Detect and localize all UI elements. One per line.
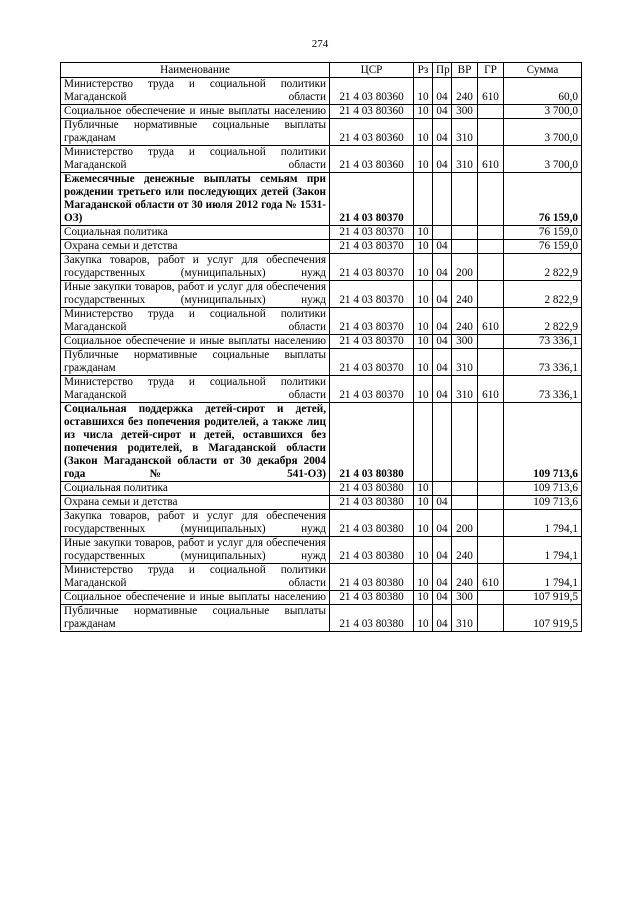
cell-pr: 04 bbox=[433, 146, 452, 173]
header-sum: Сумма bbox=[504, 63, 582, 78]
header-pr: Пр bbox=[433, 63, 452, 78]
cell-pr bbox=[433, 226, 452, 240]
cell-gr bbox=[478, 173, 504, 226]
cell-rz bbox=[414, 173, 433, 226]
cell-vr: 310 bbox=[452, 376, 478, 403]
cell-name: Социальное обеспечение и иные выплаты населению bbox=[61, 105, 330, 119]
cell-vr: 310 bbox=[452, 349, 478, 376]
header-vr: ВР bbox=[452, 63, 478, 78]
table-row bbox=[61, 510, 582, 537]
cell-rz: 10 bbox=[414, 335, 433, 349]
cell-sum: 3 700,0 bbox=[504, 119, 582, 146]
cell-gr bbox=[478, 226, 504, 240]
cell-sum: 60,0 bbox=[504, 78, 582, 105]
cell-name: Министерство труда и социальной политики Магаданской области bbox=[61, 376, 330, 403]
budget-table bbox=[60, 62, 582, 632]
cell-csr: 21 4 03 80380 bbox=[330, 403, 414, 482]
cell-vr: 310 bbox=[452, 146, 478, 173]
cell-csr: 21 4 03 80380 bbox=[330, 510, 414, 537]
cell-pr: 04 bbox=[433, 376, 452, 403]
cell-pr: 04 bbox=[433, 105, 452, 119]
cell-csr: 21 4 03 80380 bbox=[330, 564, 414, 591]
cell-vr: 300 bbox=[452, 105, 478, 119]
cell-pr bbox=[433, 482, 452, 496]
cell-name: Охрана семьи и детства bbox=[61, 240, 330, 254]
cell-sum: 76 159,0 bbox=[504, 173, 582, 226]
cell-vr: 300 bbox=[452, 335, 478, 349]
cell-sum: 1 794,1 bbox=[504, 564, 582, 591]
cell-csr: 21 4 03 80360 bbox=[330, 119, 414, 146]
cell-sum: 107 919,5 bbox=[504, 591, 582, 605]
cell-csr: 21 4 03 80370 bbox=[330, 308, 414, 335]
cell-sum: 76 159,0 bbox=[504, 240, 582, 254]
cell-gr bbox=[478, 591, 504, 605]
cell-rz: 10 bbox=[414, 226, 433, 240]
cell-pr bbox=[433, 173, 452, 226]
cell-rz: 10 bbox=[414, 564, 433, 591]
cell-name: Социальная политика bbox=[61, 482, 330, 496]
cell-csr: 21 4 03 80370 bbox=[330, 226, 414, 240]
header-rz: Рз bbox=[414, 63, 433, 78]
cell-pr: 04 bbox=[433, 496, 452, 510]
cell-vr: 240 bbox=[452, 78, 478, 105]
cell-vr: 200 bbox=[452, 510, 478, 537]
cell-pr: 04 bbox=[433, 240, 452, 254]
cell-vr bbox=[452, 240, 478, 254]
cell-csr: 21 4 03 80370 bbox=[330, 240, 414, 254]
cell-name: Министерство труда и социальной политики Магаданской области bbox=[61, 308, 330, 335]
table-row bbox=[61, 564, 582, 591]
cell-gr bbox=[478, 335, 504, 349]
cell-name: Социальное обеспечение и иные выплаты населению bbox=[61, 335, 330, 349]
cell-sum: 109 713,6 bbox=[504, 403, 582, 482]
cell-csr: 21 4 03 80380 bbox=[330, 537, 414, 564]
cell-pr: 04 bbox=[433, 605, 452, 632]
cell-sum: 109 713,6 bbox=[504, 482, 582, 496]
cell-sum: 1 794,1 bbox=[504, 537, 582, 564]
cell-rz: 10 bbox=[414, 254, 433, 281]
cell-rz: 10 bbox=[414, 605, 433, 632]
cell-rz: 10 bbox=[414, 105, 433, 119]
cell-name: Социальная политика bbox=[61, 226, 330, 240]
cell-name: Иные закупки товаров, работ и услуг для обеспечения государственных (муниципальных) нужд bbox=[61, 281, 330, 308]
cell-gr bbox=[478, 482, 504, 496]
table-row bbox=[61, 349, 582, 376]
cell-sum: 1 794,1 bbox=[504, 510, 582, 537]
cell-rz: 10 bbox=[414, 308, 433, 335]
cell-csr: 21 4 03 80370 bbox=[330, 335, 414, 349]
cell-pr: 04 bbox=[433, 308, 452, 335]
cell-pr: 04 bbox=[433, 564, 452, 591]
cell-csr: 21 4 03 80380 bbox=[330, 605, 414, 632]
cell-rz: 10 bbox=[414, 376, 433, 403]
cell-name: Закупка товаров, работ и услуг для обеспечения государственных (муниципальных) нужд bbox=[61, 254, 330, 281]
cell-rz: 10 bbox=[414, 240, 433, 254]
cell-sum: 2 822,9 bbox=[504, 281, 582, 308]
cell-rz: 10 bbox=[414, 537, 433, 564]
table-row bbox=[61, 482, 582, 496]
cell-gr: 610 bbox=[478, 376, 504, 403]
table-row bbox=[61, 335, 582, 349]
cell-vr bbox=[452, 496, 478, 510]
cell-sum: 73 336,1 bbox=[504, 376, 582, 403]
page-number: 274 bbox=[311, 38, 329, 50]
cell-gr bbox=[478, 240, 504, 254]
cell-rz: 10 bbox=[414, 281, 433, 308]
cell-name: Публичные нормативные социальные выплаты гражданам bbox=[61, 349, 330, 376]
cell-rz: 10 bbox=[414, 119, 433, 146]
cell-name: Министерство труда и социальной политики Магаданской области bbox=[61, 78, 330, 105]
cell-sum: 2 822,9 bbox=[504, 254, 582, 281]
cell-name: Публичные нормативные социальные выплаты гражданам bbox=[61, 605, 330, 632]
cell-gr: 610 bbox=[478, 146, 504, 173]
cell-vr: 310 bbox=[452, 605, 478, 632]
cell-name: Министерство труда и социальной политики Магаданской области bbox=[61, 564, 330, 591]
cell-rz: 10 bbox=[414, 496, 433, 510]
cell-vr: 240 bbox=[452, 537, 478, 564]
cell-pr: 04 bbox=[433, 510, 452, 537]
cell-gr: 610 bbox=[478, 564, 504, 591]
cell-csr: 21 4 03 80370 bbox=[330, 254, 414, 281]
cell-vr bbox=[452, 403, 478, 482]
cell-pr: 04 bbox=[433, 78, 452, 105]
cell-sum: 109 713,6 bbox=[504, 496, 582, 510]
cell-vr: 240 bbox=[452, 564, 478, 591]
cell-rz: 10 bbox=[414, 349, 433, 376]
cell-vr bbox=[452, 482, 478, 496]
cell-rz bbox=[414, 403, 433, 482]
cell-gr bbox=[478, 496, 504, 510]
cell-sum: 73 336,1 bbox=[504, 349, 582, 376]
cell-name: Иные закупки товаров, работ и услуг для обеспечения государственных (муниципальных) нужд bbox=[61, 537, 330, 564]
header-name: Наименование bbox=[61, 63, 330, 78]
cell-csr: 21 4 03 80380 bbox=[330, 591, 414, 605]
cell-pr: 04 bbox=[433, 349, 452, 376]
cell-vr: 300 bbox=[452, 591, 478, 605]
cell-name: Закупка товаров, работ и услуг для обеспечения государственных (муниципальных) нужд bbox=[61, 510, 330, 537]
cell-sum: 3 700,0 bbox=[504, 105, 582, 119]
table-row bbox=[61, 78, 582, 105]
table-row bbox=[61, 496, 582, 510]
cell-gr: 610 bbox=[478, 78, 504, 105]
cell-vr: 310 bbox=[452, 119, 478, 146]
table-row bbox=[61, 281, 582, 308]
cell-pr: 04 bbox=[433, 591, 452, 605]
cell-vr bbox=[452, 226, 478, 240]
table-header-row bbox=[61, 63, 582, 78]
table-row bbox=[61, 105, 582, 119]
cell-gr bbox=[478, 510, 504, 537]
header-csr: ЦСР bbox=[330, 63, 414, 78]
cell-csr: 21 4 03 80380 bbox=[330, 496, 414, 510]
table-row bbox=[61, 226, 582, 240]
table-row bbox=[61, 254, 582, 281]
cell-gr bbox=[478, 281, 504, 308]
cell-name: Социальная поддержка детей-сирот и детей, оставшихся без попечения родителей, а также лиц из числа детей-сирот и детей, оставшихся без попечения родителей, в Магаданской области (Закон Магаданской области от 30 декабря 2004 года № 541-ОЗ) bbox=[61, 403, 330, 482]
cell-name: Министерство труда и социальной политики Магаданской области bbox=[61, 146, 330, 173]
cell-sum: 107 919,5 bbox=[504, 605, 582, 632]
table-row bbox=[61, 403, 582, 482]
table-row bbox=[61, 173, 582, 226]
cell-csr: 21 4 03 80370 bbox=[330, 281, 414, 308]
cell-csr: 21 4 03 80360 bbox=[330, 78, 414, 105]
cell-gr bbox=[478, 105, 504, 119]
cell-gr: 610 bbox=[478, 308, 504, 335]
table-row bbox=[61, 119, 582, 146]
cell-gr bbox=[478, 403, 504, 482]
cell-gr bbox=[478, 349, 504, 376]
cell-pr bbox=[433, 403, 452, 482]
cell-sum: 76 159,0 bbox=[504, 226, 582, 240]
cell-gr bbox=[478, 119, 504, 146]
cell-csr: 21 4 03 80370 bbox=[330, 376, 414, 403]
cell-sum: 73 336,1 bbox=[504, 335, 582, 349]
cell-pr: 04 bbox=[433, 335, 452, 349]
cell-csr: 21 4 03 80360 bbox=[330, 105, 414, 119]
table-row bbox=[61, 591, 582, 605]
cell-pr: 04 bbox=[433, 254, 452, 281]
cell-rz: 10 bbox=[414, 510, 433, 537]
cell-sum: 2 822,9 bbox=[504, 308, 582, 335]
cell-name: Социальное обеспечение и иные выплаты населению bbox=[61, 591, 330, 605]
cell-vr bbox=[452, 173, 478, 226]
cell-pr: 04 bbox=[433, 281, 452, 308]
cell-csr: 21 4 03 80380 bbox=[330, 482, 414, 496]
cell-gr bbox=[478, 605, 504, 632]
table-row bbox=[61, 240, 582, 254]
cell-rz: 10 bbox=[414, 482, 433, 496]
table-row bbox=[61, 376, 582, 403]
table-row bbox=[61, 308, 582, 335]
cell-rz: 10 bbox=[414, 78, 433, 105]
cell-name: Ежемесячные денежные выплаты семьям при рождении третьего или последующих детей (Закон Магаданской области от 30 июля 2012 года № 1531-ОЗ) bbox=[61, 173, 330, 226]
cell-rz: 10 bbox=[414, 591, 433, 605]
table-row bbox=[61, 605, 582, 632]
cell-csr: 21 4 03 80370 bbox=[330, 349, 414, 376]
cell-pr: 04 bbox=[433, 537, 452, 564]
cell-gr bbox=[478, 537, 504, 564]
cell-sum: 3 700,0 bbox=[504, 146, 582, 173]
cell-name: Публичные нормативные социальные выплаты гражданам bbox=[61, 119, 330, 146]
cell-rz: 10 bbox=[414, 146, 433, 173]
cell-pr: 04 bbox=[433, 119, 452, 146]
cell-csr: 21 4 03 80360 bbox=[330, 146, 414, 173]
cell-vr: 240 bbox=[452, 308, 478, 335]
cell-gr bbox=[478, 254, 504, 281]
cell-vr: 240 bbox=[452, 281, 478, 308]
cell-vr: 200 bbox=[452, 254, 478, 281]
cell-name: Охрана семьи и детства bbox=[61, 496, 330, 510]
cell-csr: 21 4 03 80370 bbox=[330, 173, 414, 226]
table-row bbox=[61, 537, 582, 564]
table-row bbox=[61, 146, 582, 173]
header-gr: ГР bbox=[478, 63, 504, 78]
